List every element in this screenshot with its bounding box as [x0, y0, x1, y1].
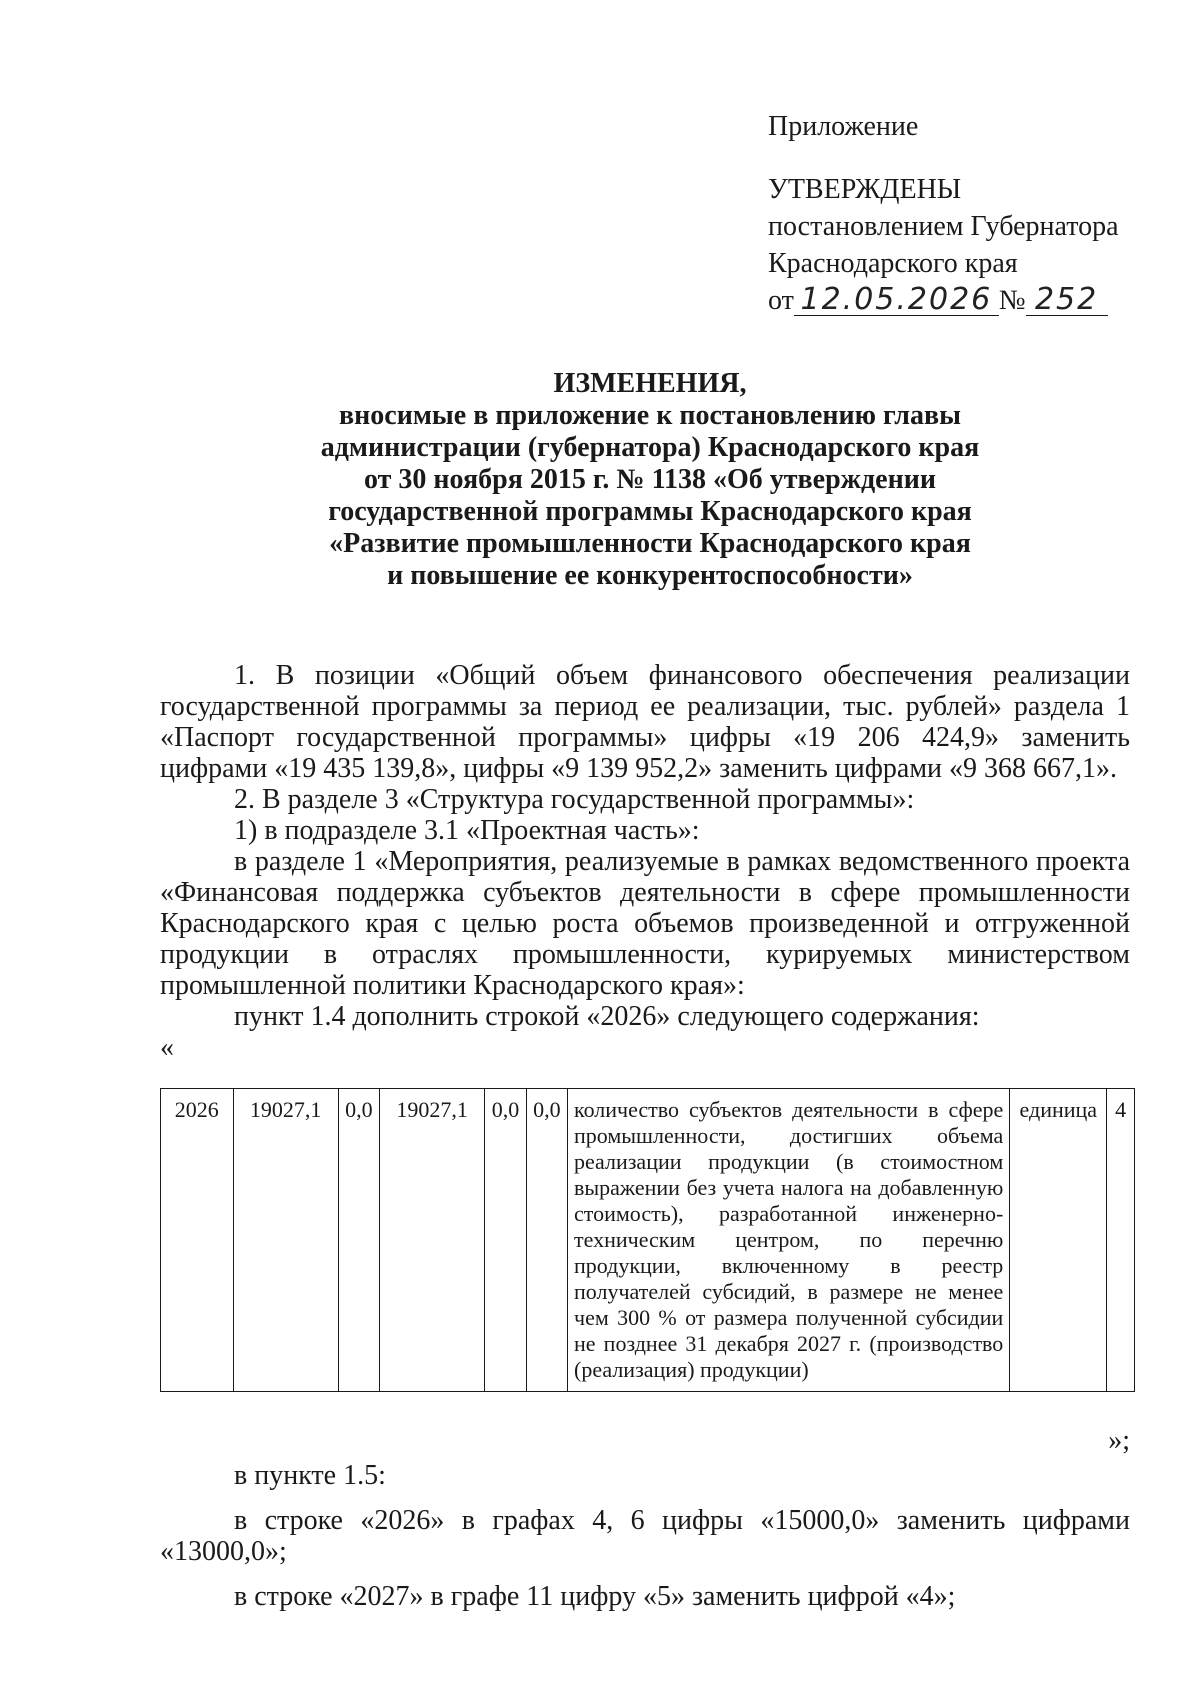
table-row: [161, 1089, 1135, 1392]
handwritten-number: 252: [1026, 285, 1108, 316]
from-label: от: [768, 285, 794, 316]
paragraph-3: 1) в подразделе 3.1 «Проектная часть»:: [234, 815, 700, 846]
open-quote: «: [160, 1032, 174, 1063]
document-title: [150, 368, 1150, 592]
title-line: государственной программы Краснодарского края: [328, 496, 972, 527]
value-cell: 4: [1107, 1089, 1135, 1392]
program-row-table: [160, 1088, 1135, 1392]
paragraph-8: в строке «2027» в графе 11 цифру «5» заменить цифрой «4»;: [234, 1581, 956, 1612]
paragraph-1: 1. В позиции «Общий объем финансового обеспечения реализации государственной программы за период ее реализации, тыс. рублей» раздела 1 «Паспорт государственной программы» цифры «19 206 424,9» заменить цифрами «19 435 139,8», цифры «9 139 952,2» заменить цифрами «9 368 667,1».: [160, 660, 1130, 784]
paragraph-6: в пункте 1.5:: [234, 1460, 386, 1491]
body-text-lower: [160, 1425, 1130, 1612]
resolution-label: постановлением Губернатора: [768, 211, 1119, 242]
number-label: №: [998, 285, 1026, 316]
title-line: «Развитие промышленности Краснодарского края: [329, 528, 971, 559]
title-line: администрации (губернатора) Краснодарского края: [320, 432, 980, 463]
region-label: Краснодарского края: [768, 248, 1018, 279]
appendix-label: Приложение: [768, 111, 919, 142]
total-cell: 19027,1: [233, 1089, 338, 1392]
col5-cell: 0,0: [485, 1089, 526, 1392]
col3-cell: 0,0: [338, 1089, 379, 1392]
paragraph-7: в строке «2026» в графах 4, 6 цифры «15000,0» заменить цифрами «13000,0»;: [160, 1505, 1130, 1567]
title-line: от 30 ноября 2015 г. № 1138 «Об утверждении: [364, 464, 936, 495]
paragraph-2: 2. В разделе 3 «Структура государственной программы»:: [234, 784, 915, 815]
col4-cell: 19027,1: [380, 1089, 485, 1392]
close-quote: »;: [1108, 1425, 1130, 1456]
title-line: и повышение ее конкурентоспособности»: [387, 560, 913, 591]
paragraph-4: в разделе 1 «Мероприятия, реализуемые в рамках ведомственного проекта «Финансовая поддержка субъектов деятельности в сфере промышленности Краснодарского края с целью роста объемов произведенной и отгруженной продукции в отраслях промышленности, курируемых министерством промышленной политики Краснодарского края»:: [160, 846, 1130, 1001]
unit-cell: единица: [1010, 1089, 1107, 1392]
year-cell: 2026: [161, 1089, 234, 1392]
title-line: вносимые в приложение к постановлению главы: [339, 400, 961, 431]
date-number-line: [768, 282, 1119, 319]
approved-label: УТВЕРЖДЕНЫ: [768, 174, 962, 205]
approval-block: [768, 108, 1119, 319]
title-line: ИЗМЕНЕНИЯ,: [553, 368, 747, 399]
body-text-upper: [160, 660, 1130, 1063]
handwritten-date: 12.05.2026: [794, 285, 999, 316]
description-cell: количество субъектов деятельности в сфере промышленности, достигших объема реализации продукции (в стоимостном выражении без учета налога на добавленную стоимость), разработанной инженерно-техническим центром, по перечню продукции, включенному в реестр получателей субсидий, в размере не менее чем 300 % от размера полученной субсидии не позднее 31 декабря 2027 г. (производство (реализация) продукции): [568, 1089, 1010, 1392]
paragraph-5: пункт 1.4 дополнить строкой «2026» следующего содержания:: [234, 1001, 980, 1032]
col6-cell: 0,0: [526, 1089, 567, 1392]
